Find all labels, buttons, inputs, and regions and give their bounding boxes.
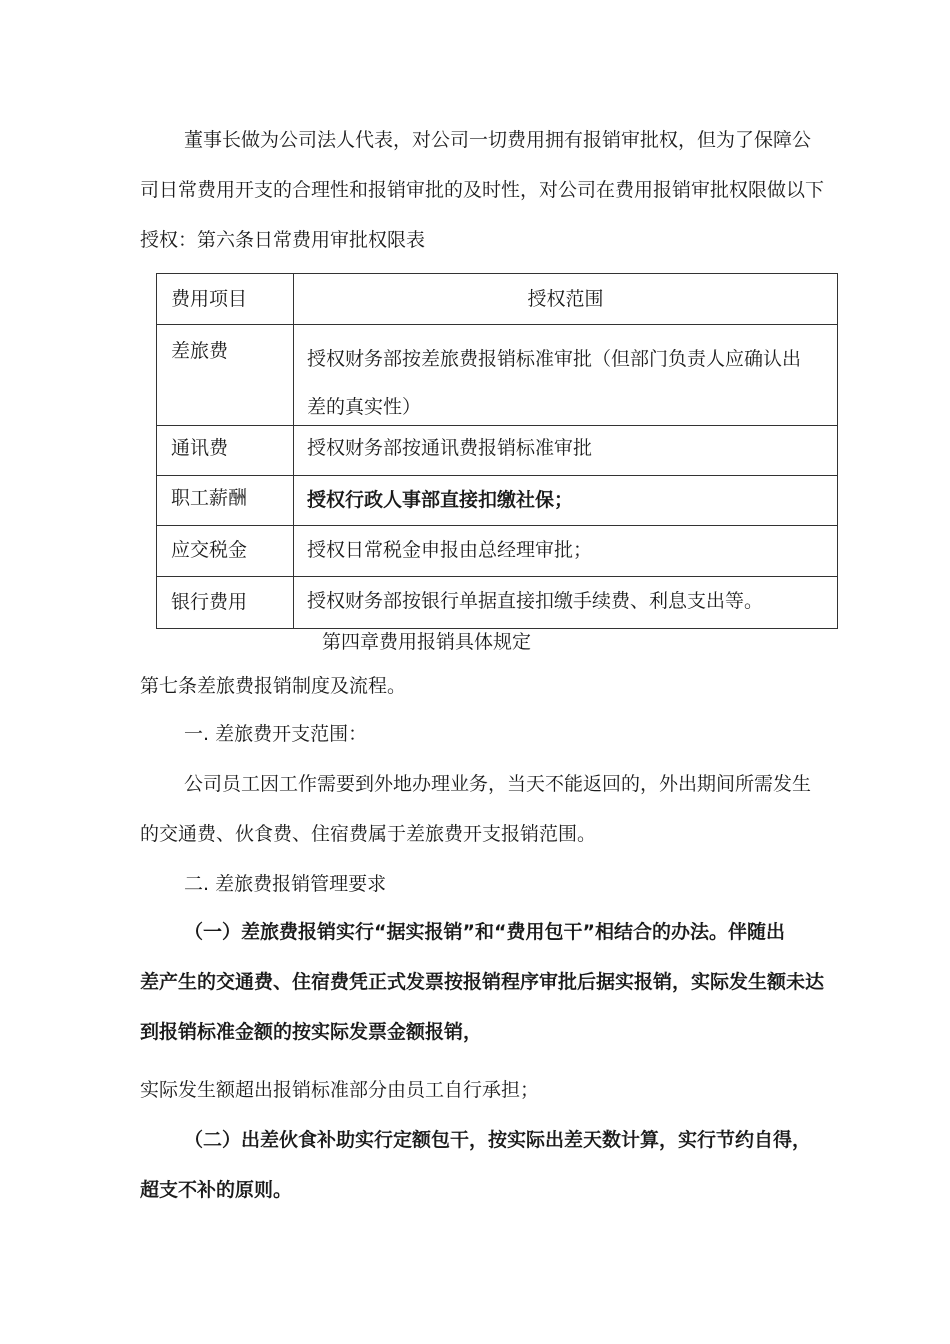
section-2-p1-line-3: 到报销标准金额的按实际发票金额报销， (140, 1021, 483, 1043)
table-row (157, 526, 838, 577)
authority-table (156, 273, 838, 629)
section-2-p1-line-2: 差产生的交通费、住宿费凭正式发票按报销程序审批后据实报销，实际发生额未达 (140, 971, 825, 993)
item-label: 银行费用 (171, 591, 248, 613)
scope-cell (294, 476, 838, 526)
section-1-heading: 一. 差旅费开支范围： (184, 723, 368, 745)
scope-cell (294, 325, 838, 426)
section-2-heading: 二. 差旅费报销管理要求 (184, 873, 387, 895)
section-2-p1-line-4: 实际发生额超出报销标准部分由员工自行承担； (140, 1079, 540, 1101)
table-row (157, 325, 838, 426)
item-cell (157, 526, 294, 577)
scope-text: 授权行政人事部直接扣缴社保； (307, 489, 574, 511)
scope-text: 授权财务部按通讯费报销标准审批 (307, 437, 593, 459)
intro-line-3: 授权：第六条日常费用审批权限表 (140, 229, 426, 251)
scope-cell (294, 577, 838, 629)
intro-line-2: 司日常费用开支的合理性和报销审批的及时性，对公司在费用报销审批权限做以下 (140, 179, 825, 201)
header-scope-cell (294, 274, 838, 325)
scope-text-line-2: 差的真实性） (307, 396, 422, 418)
header-item-label: 费用项目 (171, 288, 248, 310)
item-label: 通讯费 (171, 437, 229, 459)
table-header-row (157, 274, 838, 325)
header-scope-label: 授权范围 (527, 288, 604, 310)
header-item-cell (157, 274, 294, 325)
item-label: 差旅费 (171, 340, 229, 362)
item-cell (157, 325, 294, 426)
intro-line-1: 董事长做为公司法人代表，对公司一切费用拥有报销审批权，但为了保障公 (184, 129, 812, 151)
scope-text: 授权财务部按银行单据直接扣缴手续费、利息支出等。 (307, 590, 764, 612)
chapter-title: 第四章费用报销具体规定 (322, 631, 532, 653)
item-label: 职工薪酬 (171, 487, 248, 509)
scope-text-line-1: 授权财务部按差旅费报销标准审批（但部门负责人应确认出 (307, 348, 802, 370)
item-label: 应交税金 (171, 539, 248, 561)
table-row (157, 476, 838, 526)
table-row (157, 426, 838, 476)
item-cell (157, 426, 294, 476)
section-2-p2-line-2: 超支不补的原则。 (140, 1179, 293, 1201)
item-cell (157, 476, 294, 526)
table-row (157, 577, 838, 629)
section-1-line-1: 公司员工因工作需要到外地办理业务，当天不能返回的，外出期间所需发生 (184, 773, 812, 795)
scope-cell (294, 526, 838, 577)
article-7-heading: 第七条差旅费报销制度及流程。 (140, 675, 407, 697)
section-2-p1-line-1: （一）差旅费报销实行“据实报销”和“费用包干”相结合的办法。伴随出 (184, 921, 785, 943)
section-1-line-2: 的交通费、伙食费、住宿费属于差旅费开支报销范围。 (140, 823, 597, 845)
item-cell (157, 577, 294, 629)
section-2-p2-line-1: （二）出差伙食补助实行定额包干，按实际出差天数计算，实行节约自得， (184, 1129, 812, 1151)
scope-text: 授权日常税金申报由总经理审批； (307, 539, 593, 561)
scope-cell (294, 426, 838, 476)
